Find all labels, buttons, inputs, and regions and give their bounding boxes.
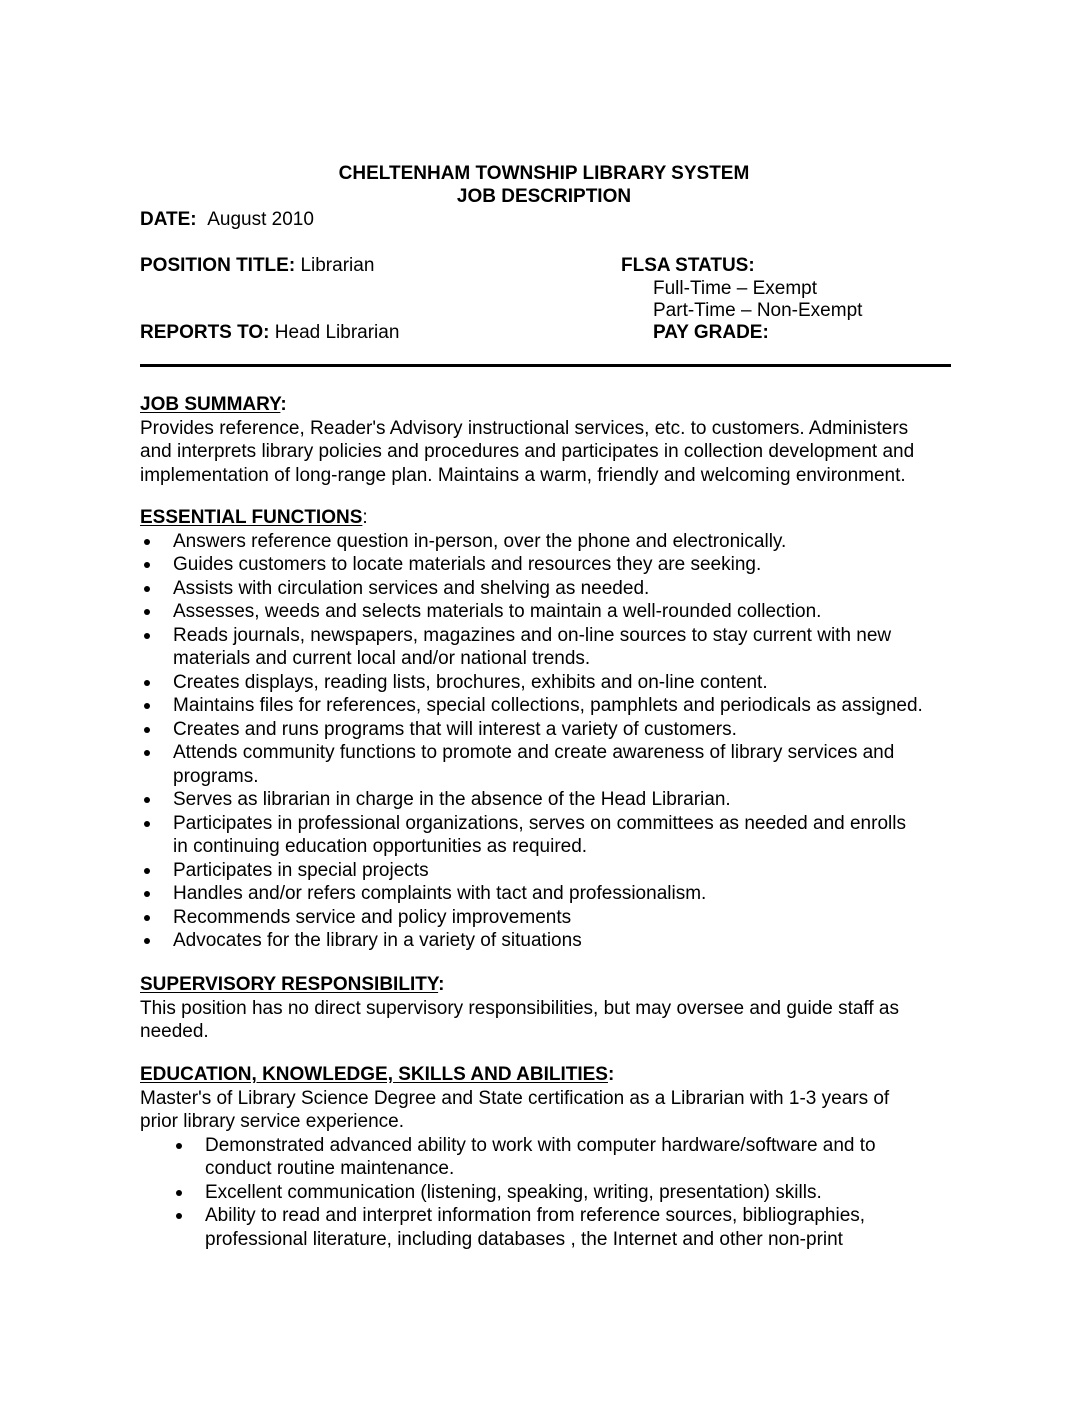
supervisory-line: This position has no direct supervisory responsibilities, but may oversee and guide staff as <box>140 997 899 1019</box>
list-item-text: Guides customers to locate materials and resources they are seeking. <box>173 554 762 575</box>
list-item <box>140 929 955 953</box>
list-item <box>140 812 955 859</box>
flsa-status-label: FLSA STATUS: <box>621 255 755 276</box>
reports-to-value: Head Librarian <box>274 322 400 343</box>
list-item-text: Participates in special projects <box>173 859 429 881</box>
flsa-status-part-time: Part-Time – Non-Exempt <box>653 300 863 321</box>
list-item <box>140 530 955 554</box>
list-item-text: Excellent communication (listening, speaking, writing, presentation) skills. <box>205 1181 822 1203</box>
bullet-icon <box>176 1190 182 1196</box>
list-item-text: in continuing education opportunities as required. <box>173 836 588 857</box>
list-item-text: Ability to read and interpret information from reference sources, bibliographies, <box>205 1205 866 1226</box>
header-divider <box>140 364 951 367</box>
list-item <box>140 1204 955 1251</box>
bullet-icon <box>144 703 150 709</box>
list-item-text: Demonstrated advanced ability to work with computer hardware/software and to <box>205 1134 876 1156</box>
list-item-text: Maintains files for references, special collections, pamphlets and periodicals as assigned. <box>173 695 923 716</box>
supervisory-line: needed. <box>140 1021 209 1042</box>
list-item <box>140 741 955 788</box>
list-item-text: Reads journals, newspapers, magazines and on-line sources to stay current with new <box>173 624 892 646</box>
job-summary-heading: JOB SUMMARY <box>140 394 281 415</box>
position-title-field <box>140 254 374 278</box>
job-summary-line: implementation of long-range plan. Maintains a warm, friendly and welcoming environment. <box>140 464 906 486</box>
list-item-text: Serves as librarian in charge in the absence of the Head Librarian. <box>173 789 731 810</box>
bullet-icon <box>144 938 150 944</box>
list-item-text: materials and current local and/or national trends. <box>173 648 591 669</box>
position-title-label: POSITION TITLE: <box>140 255 296 276</box>
date-field <box>140 208 314 232</box>
list-item-text: Assesses, weeds and selects materials to maintain a well-rounded collection. <box>173 601 822 622</box>
list-item-text: Participates in professional organizations, serves on committees as needed and enrolls <box>173 812 906 834</box>
bullet-icon <box>144 750 150 756</box>
list-item <box>140 600 955 624</box>
list-item-text: conduct routine maintenance. <box>205 1158 455 1179</box>
pay-grade-label: PAY GRADE: <box>653 322 769 343</box>
date-value: August 2010 <box>207 209 314 230</box>
bullet-icon <box>144 727 150 733</box>
list-item <box>140 718 955 742</box>
bullet-icon <box>144 633 150 639</box>
bullet-icon <box>176 1143 182 1149</box>
bullet-icon <box>144 562 150 568</box>
supervisory-heading: SUPERVISORY RESPONSIBILITY <box>140 974 439 995</box>
flsa-status-full-time: Full-Time – Exempt <box>653 278 817 299</box>
list-item-text: Recommends service and policy improvements <box>173 906 572 928</box>
essential-functions-section: ESSENTIAL FUNCTIONS: Answers reference question in-person, over the phone and electronically. Guides customers to locate materials and resources they are seeking. Assists with circulation services and shelving as needed. Assesses, weeds and selects materials to maintain a well-rounded collection. Reads journals, newspapers, magazines and on-line sources to stay current with new materials and current local and/or national trends. Creates displays, reading lists, brochures, exhibits and on-line content. Maintains files for references, special collections, pamphlets and periodicals as assigned. Creates and runs programs that will interest a variety of customers. Attends community functions to promote and create awareness of library services and programs. Serves as librarian in charge in the absence of the Head Librarian. Participates in professional organizations, serves on committees as needed and enrolls in continuing education opportunities as required. Participates in special projects Handles and/or refers complaints with tact and professionalism. Recommends service and policy improvements Advocates for the library in a variety of situations <box>140 506 955 953</box>
list-item <box>140 671 955 695</box>
list-item-text: Creates displays, reading lists, brochures, exhibits and on-line content. <box>173 671 768 693</box>
bullet-icon <box>144 915 150 921</box>
bullet-icon <box>144 609 150 615</box>
education-line: Master's of Library Science Degree and State certification as a Librarian with 1-3 years of <box>140 1087 890 1109</box>
list-item <box>140 577 955 601</box>
list-item-text: Advocates for the library in a variety of situations <box>173 930 582 951</box>
bullet-icon <box>144 586 150 592</box>
list-item <box>140 694 955 718</box>
list-item-text: Handles and/or refers complaints with tact and professionalism. <box>173 883 707 904</box>
list-item-text: programs. <box>173 765 259 787</box>
education-heading: EDUCATION, KNOWLEDGE, SKILLS AND ABILITIES <box>140 1064 608 1085</box>
list-item <box>140 1181 955 1205</box>
date-label: DATE: <box>140 209 197 230</box>
bullet-icon <box>144 891 150 897</box>
bullet-icon <box>144 797 150 803</box>
position-title-value: Librarian <box>300 255 375 276</box>
job-summary-line: Provides reference, Reader's Advisory instructional services, etc. to customers. Administers <box>140 417 909 439</box>
list-item <box>140 624 955 671</box>
education-line: prior library service experience. <box>140 1111 404 1132</box>
list-item <box>140 788 955 812</box>
bullet-icon <box>144 539 150 545</box>
job-summary-line: and interprets library policies and procedures and participates in collection development and <box>140 441 915 462</box>
job-summary-section: JOB SUMMARY: Provides reference, Reader's Advisory instructional services, etc. to customers. Administers and interprets library policies and procedures and participates in collection development and implementation of long-range plan. Maintains a warm, friendly and welcoming environment. <box>140 393 955 487</box>
essential-functions-list <box>140 530 955 953</box>
list-item-text: Creates and runs programs that will interest a variety of customers. <box>173 718 737 740</box>
list-item <box>140 882 955 906</box>
supervisory-section: SUPERVISORY RESPONSIBILITY: This position has no direct supervisory responsibilities, but may oversee and guide staff as needed. <box>140 973 955 1044</box>
bullet-icon <box>144 868 150 874</box>
education-section: EDUCATION, KNOWLEDGE, SKILLS AND ABILITIES: Master's of Library Science Degree and State certification as a Librarian with 1-3 years of prior library service experience. Demonstrated advanced ability to work with computer hardware/software and to conduct routine maintenance. Excellent communication (listening, speaking, writing, presentation) skills. Ability to read and interpret information from reference sources, bibliographies, professional literature, including databases , the Internet and other non-print <box>140 1063 955 1251</box>
essential-functions-heading: ESSENTIAL FUNCTIONS <box>140 507 363 528</box>
list-item <box>140 906 955 930</box>
bullet-icon <box>144 821 150 827</box>
document-type-title: JOB DESCRIPTION <box>456 186 632 207</box>
list-item-text: professional literature, including databases , the Internet and other non-print <box>205 1228 843 1250</box>
list-item-text: Answers reference question in-person, over the phone and electronically. <box>173 530 787 552</box>
organization-title: CHELTENHAM TOWNSHIP LIBRARY SYSTEM <box>338 163 750 184</box>
reports-to-field <box>140 321 399 345</box>
bullet-icon <box>144 680 150 686</box>
bullet-icon <box>176 1213 182 1219</box>
list-item <box>140 859 955 883</box>
education-skills-list <box>140 1134 955 1252</box>
list-item-text: Attends community functions to promote and create awareness of library services and <box>173 742 895 763</box>
list-item <box>140 1134 955 1181</box>
list-item <box>140 553 955 577</box>
reports-to-label: REPORTS TO: <box>140 322 270 343</box>
list-item-text: Assists with circulation services and shelving as needed. <box>173 577 650 599</box>
